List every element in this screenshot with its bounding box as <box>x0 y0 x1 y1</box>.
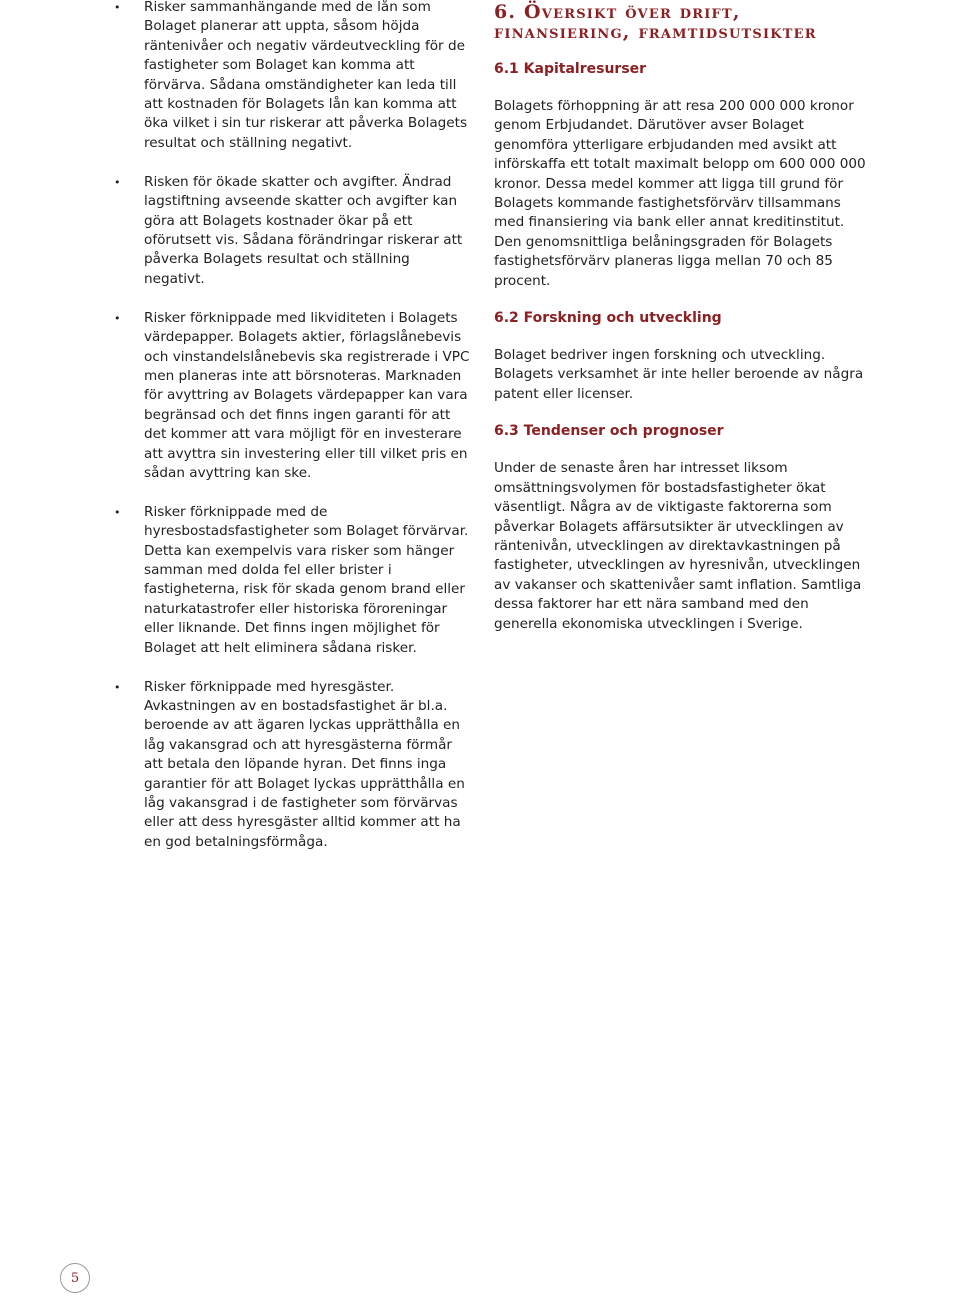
bullet-text: Risken för ökade skatter och avgifter. Ändrad lagstiftning avseende skatter och avgifter kan göra att Bolagets kostnader ökar på ett oförutsett vis. Sådana förändringar riskerar att påverka Bolagets resultat och ställning negativt. <box>144 173 463 287</box>
list-item <box>114 503 472 658</box>
subsection-heading-research: 6.2 Forskning och utveckling <box>494 310 722 327</box>
bullet-icon: • <box>114 1 121 14</box>
bullet-text: Risker förknippade med likviditeten i Bolagets värdepapper. Bolagets aktier, förlagslånebevis och vinstandelslånebevis ska registrerade i VPC men planeras inte att börsnoteras. Marknaden för avyttring av Bolagets värdepapper kan vara begränsad och det finns ingen garanti för att det kommer att vara möjligt för en investerare att avyttra sin investering eller till vilket pris en sådan avyttring kan ske. <box>144 309 470 481</box>
list-item <box>114 173 472 289</box>
bullet-icon: • <box>114 505 121 519</box>
subsection-body-trends: Under de senaste åren har intresset liksom omsättningsvolymen för bostadsfastigheter ökat väsentligt. Några av de viktigaste faktorerna som påverkar Bolagets affärsutsikter är utvecklingen av räntenivån, utvecklingen av direktavkastningen på fastigheter, utvecklingen av hyresnivån, utvecklingen av vakanser och skattenivåer samt inflation. Samtliga dessa faktorer har ett nära samband med den generella ekonomiska utvecklingen i Sverige. <box>494 460 862 632</box>
left-column <box>114 0 472 872</box>
bullet-text: Risker sammanhängande med de lån som Bolaget planerar att uppta, såsom höjda räntenivåer och negativ värdeutveckling för de fastigheter som Bolaget kan komma att förvärva. Sådana omständigheter kan leda till att kostnaden för Bolagets lån kan komma att öka vilket i sin tur riskerar att påverka Bolagets resultat och ställning negativt. <box>144 0 468 151</box>
bullet-icon: • <box>114 311 121 325</box>
list-item <box>114 309 472 484</box>
bullet-text: Risker förknippade med hyresgäster. Avkastningen av en bostadsfastighet är bl.a. beroende av att ägaren lyckas upprätthålla en låg vakansgrad och att hyresgästerna förmår att betala den löpande hyran. Det finns inga garantier för att Bolaget lyckas upprätthålla en låg vakansgrad i de fastigheter som förvärvas eller att dess hyresgäster alltid kommer att ha en god betalningsförmåga. <box>144 678 465 850</box>
bullet-text: Risker förknippade med de hyresbostadsfastigheter som Bolaget förvärvar. Detta kan exempelvis vara risker som hänger samman med dolda fel eller brister i fastigheterna, risk för skada genom brand eller naturkatastrofer eller historiska föroreningar eller liknande. Det finns ingen möjlighet för Bolaget att helt eliminera sådana risker. <box>144 503 469 656</box>
subsection-heading-trends: 6.3 Tendenser och prognoser <box>494 423 724 440</box>
section-title: 6. Översikt över drift, finansiering, framtidsutsikter <box>494 1 817 43</box>
right-column <box>494 0 874 652</box>
subsection-body-capital: Bolagets förhoppning är att resa 200 000 000 kronor genom Erbjudandet. Därutöver avser Bolaget genomföra ytterligare erbjudanden med avsikt att införskaffa ett totalt maximalt belopp om 600 000 000 kronor. Dessa medel kommer att ligga till grund för Bolagets kommande fastighetsförvärv tillsammans med finansiering via bank eller annat kreditinstitut. Den genomsnittliga belåningsgraden för Bolagets fastighetsförvärv planeras ligga mellan 70 och 85 procent. <box>494 98 866 289</box>
subsection-heading-capital: 6.1 Kapitalresurser <box>494 61 647 77</box>
list-item <box>114 678 472 853</box>
list-item <box>114 0 472 153</box>
risk-bullet-list <box>114 0 472 852</box>
subsection-body-research: Bolaget bedriver ingen forskning och utveckling. Bolagets verksamhet är inte heller beroende av några patent eller licenser. <box>494 347 864 402</box>
page-number-badge <box>60 1263 90 1293</box>
bullet-icon: • <box>114 680 121 694</box>
page-number: 5 <box>70 1270 80 1286</box>
bullet-icon: • <box>114 175 121 189</box>
